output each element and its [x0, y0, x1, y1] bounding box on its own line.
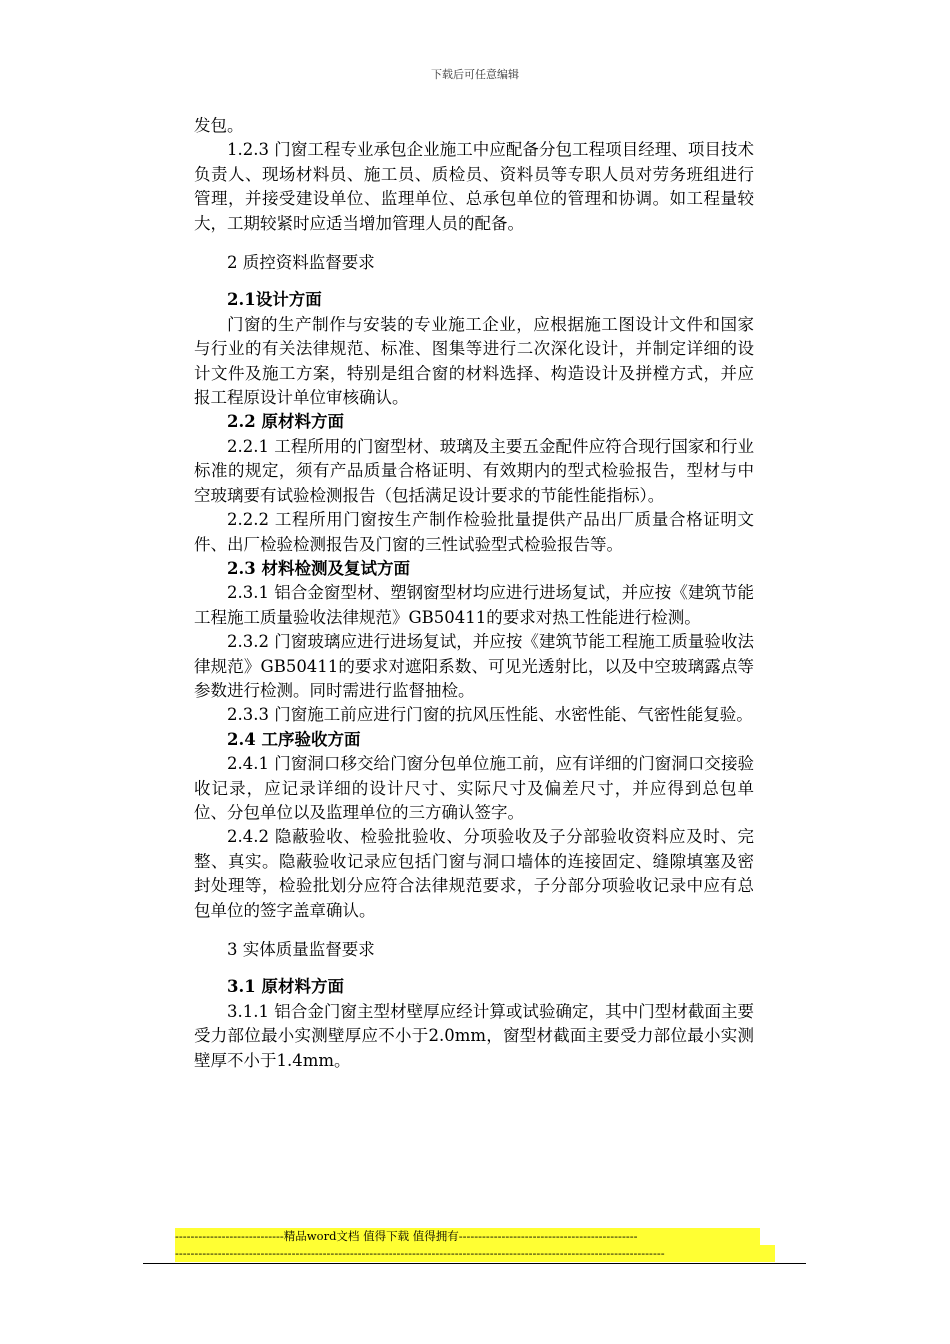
subsection-heading-2-4: 2.4 工序验收方面	[227, 729, 361, 749]
page-header-note: 下载后可任意编辑	[431, 68, 519, 81]
subsection-heading-2-1: 2.1设计方面	[227, 290, 322, 310]
paragraph-2-4-1: 2.4.1 门窗洞口移交给门窗分包单位施工前，应有详细的门窗洞口交接验收记录，应记录详细的设计尺寸、实际尺寸及偏差尺寸，并应得到总包单位、分包单位以及监理单位的三方确认签字。	[194, 754, 754, 822]
paragraph-2-1: 门窗的生产制作与安装的专业施工企业，应根据施工图设计文件和国家与行业的有关法律规范、标准、图集等进行二次深化设计，并制定详细的设计文件及施工方案，特别是组合窗的材料选择、构造设计及拼樘方式，并应报工程原设计单位审核确认。	[194, 314, 754, 408]
footer-rule	[143, 1263, 806, 1264]
paragraph-2-3-1: 2.3.1 铝合金窗型材、塑钢窗型材均应进行进场复试，并应按《建筑节能工程施工质量验收法律规范》GB50411的要求对热工性能进行检测。	[194, 583, 754, 627]
paragraph-3-1-1: 3.1.1 铝合金门窗主型材壁厚应经计算或试验确定，其中门型材截面主要受力部位最小实测壁厚应不小于2.0mm，窗型材截面主要受力部位最小实测壁厚不小于1.4mm。	[194, 1001, 754, 1070]
section-heading-3: 3 实体质量监督要求	[227, 940, 375, 959]
section-heading-2: 2 质控资料监督要求	[227, 253, 375, 273]
paragraph-2-3-3: 2.3.3 门窗施工前应进行门窗的抗风压性能、水密性能、气密性能复验。	[227, 705, 753, 725]
paragraph-2-3-2: 2.3.2 门窗玻璃应进行进场复试，并应按《建筑节能工程施工质量验收法律规范》GB50411的要求对遮阳系数、可见光透射比，以及中空玻璃露点等参数进行检测。同时需进行监督抽检。	[194, 632, 754, 700]
document-body	[194, 114, 754, 1073]
subsection-heading-3-1: 3.1 原材料方面	[227, 977, 344, 997]
subsection-heading-2-2: 2.2 原材料方面	[227, 412, 344, 432]
footer-banner-line: ----------------------------精品word文档 值得下载 值得拥有----------------------------------------------	[175, 1228, 760, 1245]
page-footer	[175, 1228, 775, 1262]
footer-dash-line: ------------------------------------------------------------------------------------------------------------------------------	[175, 1245, 775, 1262]
paragraph-2-4-2: 2.4.2 隐蔽验收、检验批验收、分项验收及子分部验收资料应及时、完整、真实。隐蔽验收记录应包括门窗与洞口墙体的连接固定、缝隙填塞及密封处理等，检验批划分应符合法律规范要求，子分部分项验收记录中应有总包单位的签字盖章确认。	[194, 827, 754, 920]
paragraph-2-2-2: 2.2.2 工程所用门窗按生产制作检验批量提供产品出厂质量合格证明文件、出厂检验检测报告及门窗的三性试验型式检验报告等。	[194, 510, 754, 554]
paragraph-continuation: 发包。	[194, 116, 244, 135]
paragraph-1-2-3: 1.2.3 门窗工程专业承包企业施工中应配备分包工程项目经理、项目技术负责人、现场材料员、施工员、质检员、资料员等专职人员对劳务班组进行管理，并接受建设单位、监理单位、总承包单位的管理和协调。如工程量较大，工期较紧时应适当增加管理人员的配备。	[194, 140, 754, 233]
paragraph-2-2-1: 2.2.1 工程所用的门窗型材、玻璃及主要五金配件应符合现行国家和行业标准的规定，须有产品质量合格证明、有效期内的型式检验报告，型材与中空玻璃要有试验检测报告（包括满足设计要求的节能性能指标）。	[194, 436, 754, 505]
subsection-heading-2-3: 2.3 材料检测及复试方面	[227, 558, 410, 578]
